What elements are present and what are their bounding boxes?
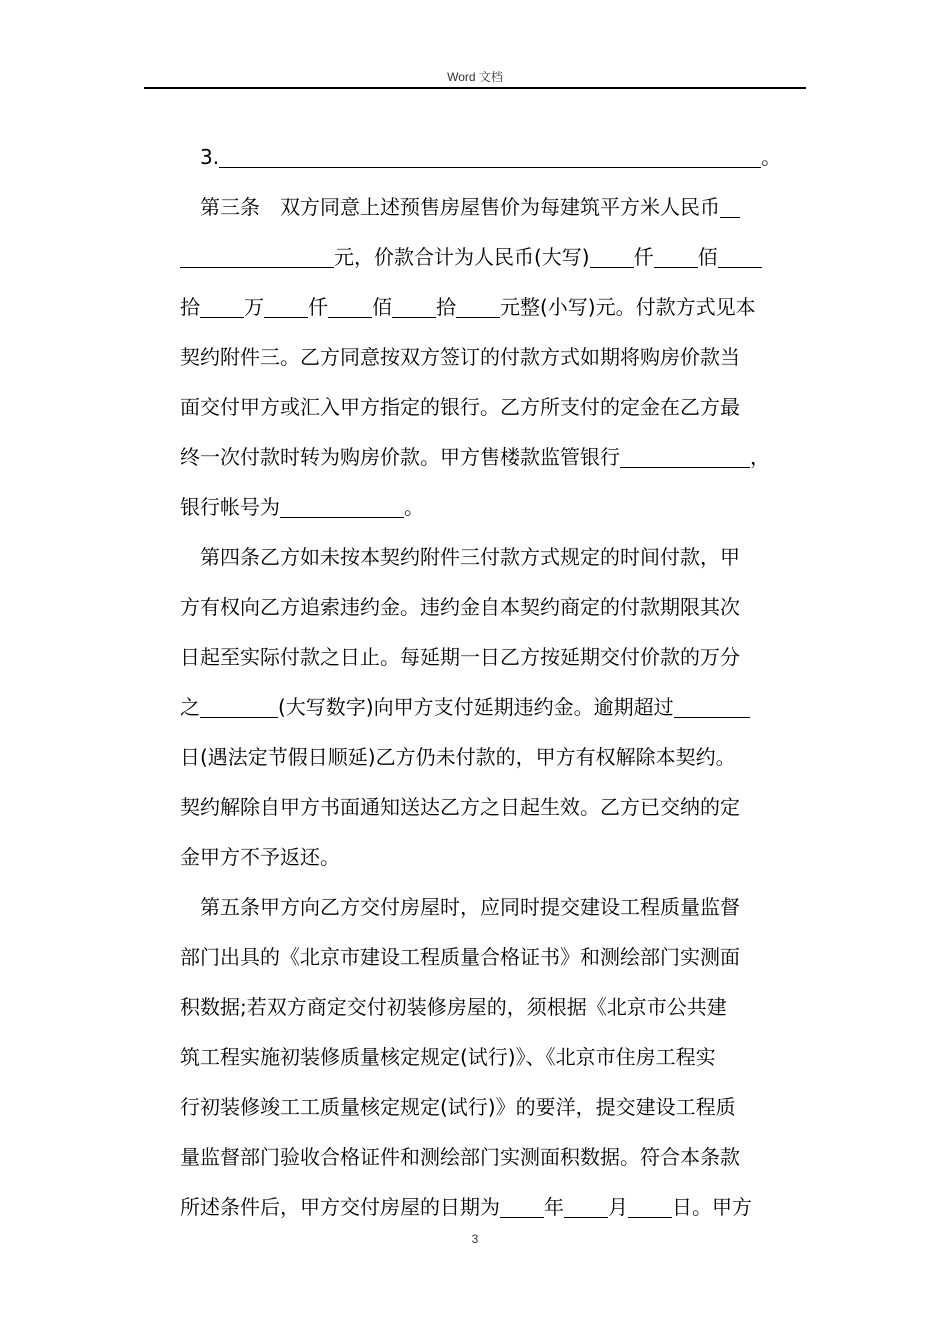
fill-in-blank[interactable] xyxy=(564,1195,608,1218)
article-3-line xyxy=(180,282,810,332)
text-run: 万 xyxy=(244,295,264,319)
text-run: 元整(小写)元。付款方式见本 xyxy=(500,295,756,319)
article-5-line: 量监督部门验收合格证件和测绘部门实测面积数据。符合本条款 xyxy=(180,1145,740,1169)
fill-in-blank[interactable] xyxy=(200,695,278,718)
text-run: 3. xyxy=(200,145,220,169)
fill-in-blank[interactable] xyxy=(219,145,761,168)
article-3-line xyxy=(180,232,810,282)
article-4-line: 第四条乙方如未按本契约附件三付款方式规定的时间付款，甲 xyxy=(200,545,740,569)
text-run: 。 xyxy=(404,495,424,519)
fill-in-blank[interactable] xyxy=(456,295,500,318)
text-run: ， xyxy=(750,445,770,469)
text-run: 第三条 双方同意上述预售房屋售价为每建筑平方米人民币 xyxy=(200,195,720,219)
fill-in-blank[interactable] xyxy=(180,245,334,268)
fill-in-blank[interactable] xyxy=(328,295,372,318)
page-header-title: Word 文档 xyxy=(447,70,503,84)
article-5-line: 第五条甲方向乙方交付房屋时，应同时提交建设工程质量监督 xyxy=(200,895,740,919)
fill-in-blank[interactable] xyxy=(674,695,750,718)
text-run: 。 xyxy=(761,145,782,169)
article-3-line: 面交付甲方或汇入甲方指定的银行。乙方所支付的定金在乙方最 xyxy=(180,395,740,419)
text-run: 银行帐号为 xyxy=(180,495,280,519)
text-run: 之 xyxy=(180,695,200,719)
header-rule xyxy=(144,87,806,89)
fill-in-blank[interactable] xyxy=(200,295,244,318)
text-run: 所述条件后，甲方交付房屋的日期为 xyxy=(180,1195,500,1219)
text-run: 佰 xyxy=(372,295,392,319)
text-run: 拾 xyxy=(436,295,456,319)
fill-in-blank[interactable] xyxy=(628,1195,672,1218)
text-run: 仟 xyxy=(308,295,328,319)
article-4-line: 日(遇法定节假日顺延)乙方仍未付款的，甲方有权解除本契约。 xyxy=(180,745,736,769)
fill-in-blank[interactable] xyxy=(264,295,308,318)
fill-in-blank[interactable] xyxy=(620,445,750,468)
item-3-line xyxy=(180,132,810,182)
article-4-line: 日起至实际付款之日止。每延期一日乙方按延期交付价款的万分 xyxy=(180,645,740,669)
article-5-line xyxy=(180,1182,810,1232)
article-3-line xyxy=(180,432,810,482)
article-5-line: 部门出具的《北京市建设工程质量合格证书》和测绘部门实测面 xyxy=(180,945,740,969)
article-4-line xyxy=(180,682,810,732)
fill-in-blank[interactable] xyxy=(280,495,404,518)
page-number: 3 xyxy=(471,1232,479,1246)
article-5-line: 行初装修竣工工质量核定规定(试行)》的要洋，提交建设工程质 xyxy=(180,1095,736,1119)
fill-in-blank[interactable] xyxy=(720,195,740,218)
text-run: (大写数字)向甲方支付延期违约金。逾期超过 xyxy=(278,695,674,719)
article-4-line: 契约解除自甲方书面通知送达乙方之日起生效。乙方已交纳的定 xyxy=(180,795,740,819)
article-5-line: 积数据;若双方商定交付初装修房屋的，须根据《北京市公共建 xyxy=(180,995,727,1019)
article-5-line: 筑工程实施初装修质量核定规定(试行)》、《北京市住房工程实 xyxy=(180,1045,716,1069)
text-run: 日。甲方 xyxy=(672,1195,752,1219)
text-run: 佰 xyxy=(697,245,718,269)
text-run: 仟 xyxy=(633,245,654,269)
article-4-line: 方有权向乙方追索违约金。违约金自本契约商定的付款期限其次 xyxy=(180,595,740,619)
text-run: 拾 xyxy=(180,295,200,319)
fill-in-blank[interactable] xyxy=(392,295,436,318)
text-run: 年 xyxy=(544,1195,564,1219)
article-3-line xyxy=(180,482,810,532)
article-3-line xyxy=(180,182,810,232)
text-run: 月 xyxy=(608,1195,628,1219)
text-run: 终一次付款时转为购房价款。甲方售楼款监管银行 xyxy=(180,445,620,469)
fill-in-blank[interactable] xyxy=(718,245,762,268)
text-run: 元，价款合计为人民币(大写) xyxy=(334,245,590,269)
fill-in-blank[interactable] xyxy=(654,245,698,268)
article-3-line: 契约附件三。乙方同意按双方签订的付款方式如期将购房价款当 xyxy=(180,345,740,369)
article-4-line: 金甲方不予返还。 xyxy=(180,845,340,869)
fill-in-blank[interactable] xyxy=(590,245,634,268)
document-body xyxy=(180,132,810,1232)
fill-in-blank[interactable] xyxy=(500,1195,544,1218)
